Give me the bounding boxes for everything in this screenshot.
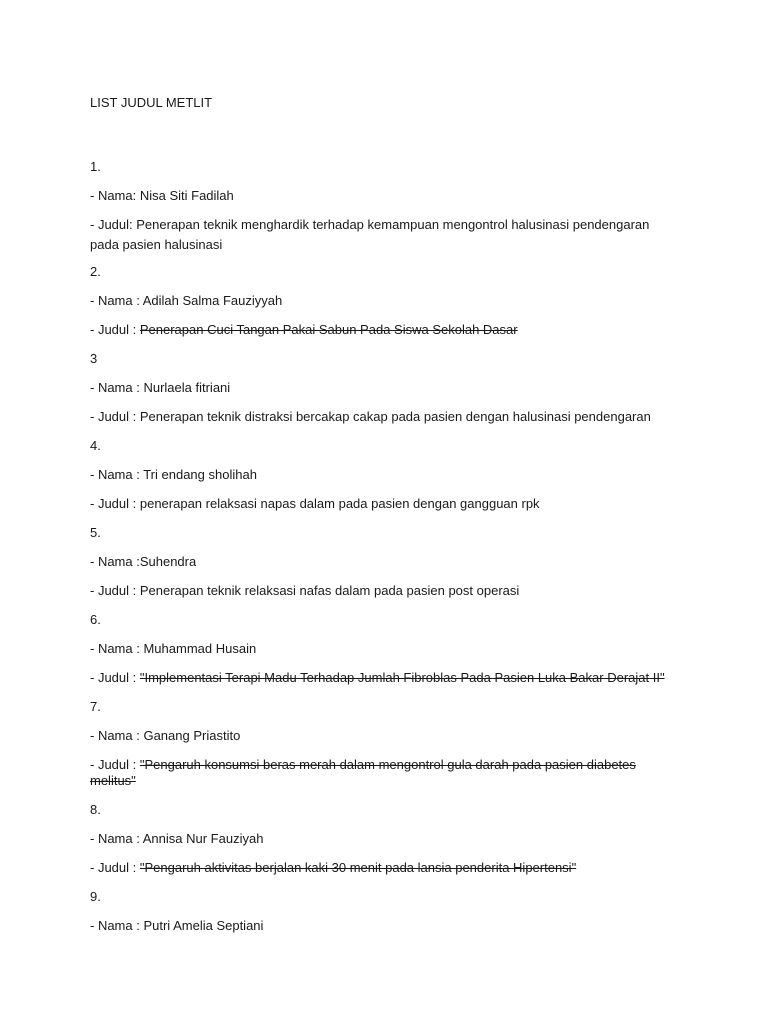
entry-nama — [90, 728, 678, 744]
nama-label: - Nama : — [90, 293, 143, 308]
judul-value: penerapan relaksasi napas dalam pada pasien dengan gangguan rpk — [139, 496, 540, 511]
judul-value: Penerapan Cuci Tangan Pakai Sabun Pada Siswa Sekolah Dasar — [139, 322, 518, 337]
judul-label: - Judul : — [90, 757, 140, 772]
entry-list — [90, 159, 678, 934]
nama-label: - Nama : — [90, 918, 144, 933]
nama-label: - Nama : — [90, 467, 144, 482]
judul-label: - Judul : — [90, 670, 140, 685]
judul-label: - Judul: — [90, 217, 137, 232]
entry-judul — [90, 496, 678, 512]
entry-number: 6. — [90, 612, 101, 627]
entry-number: 3 — [90, 351, 98, 366]
nama-label: - Nama : — [90, 831, 143, 846]
nama-value: Tri endang sholihah — [143, 467, 257, 482]
judul-label: - Judul : — [90, 583, 140, 598]
judul-value: Penerapan teknik distraksi bercakap cakap pada pasien dengan halusinasi pendengaran — [139, 409, 651, 424]
judul-value: Penerapan teknik relaksasi nafas dalam pada pasien post operasi — [139, 583, 520, 598]
nama-value: Putri Amelia Septiani — [143, 918, 264, 933]
judul-label: - Judul : — [90, 409, 140, 424]
entry-nama — [90, 188, 678, 204]
entry-nama — [90, 554, 678, 570]
entry-number: 5. — [90, 525, 101, 540]
judul-value: "Implementasi Terapi Madu Terhadap Jumlah Fibroblas Pada Pasien Luka Bakar Derajat II" — [139, 670, 665, 685]
nama-label: - Nama : — [90, 380, 144, 395]
entry-nama — [90, 380, 678, 396]
nama-label: - Nama : — [90, 641, 144, 656]
nama-label: - Nama : — [90, 728, 144, 743]
entry-judul — [90, 860, 678, 876]
entry-number: 7. — [90, 699, 101, 714]
entry-number: 1. — [90, 159, 101, 174]
nama-value: Nisa Siti Fadilah — [139, 188, 234, 203]
entry-number: 8. — [90, 802, 101, 817]
judul-value: "Pengaruh aktivitas berjalan kaki 30 menit pada lansia penderita Hipertensi" — [139, 860, 577, 875]
nama-value: Suhendra — [139, 554, 197, 569]
nama-label: - Nama : — [90, 554, 140, 569]
entry-judul — [90, 583, 678, 599]
entry-nama — [90, 918, 678, 934]
entry-number: 2. — [90, 264, 101, 279]
entry-nama — [90, 467, 678, 483]
judul-value: "Pengaruh konsumsi beras merah dalam mengontrol gula darah pada pasien diabetes melitus" — [90, 757, 636, 788]
entry-number: 9. — [90, 889, 101, 904]
entry-nama — [90, 641, 678, 657]
entry-judul — [90, 215, 678, 255]
nama-value: Annisa Nur Fauziyah — [142, 831, 264, 846]
document-title: LIST JUDUL METLIT — [90, 95, 213, 110]
entry-judul — [90, 757, 678, 789]
judul-label: - Judul : — [90, 322, 140, 337]
nama-value: Ganang Priastito — [143, 728, 241, 743]
nama-value: Adilah Salma Fauziyyah — [142, 293, 283, 308]
entry-nama — [90, 831, 678, 847]
entry-nama — [90, 293, 678, 309]
nama-value: Nurlaela fitriani — [143, 380, 231, 395]
entry-judul — [90, 670, 678, 686]
nama-label: - Nama: — [90, 188, 140, 203]
entry-number: 4. — [90, 438, 101, 453]
entry-judul — [90, 322, 678, 338]
judul-label: - Judul : — [90, 860, 140, 875]
nama-value: Muhammad Husain — [143, 641, 257, 656]
entry-judul — [90, 409, 678, 425]
judul-label: - Judul : — [90, 496, 140, 511]
judul-value: Penerapan teknik menghardik terhadap kemampuan mengontrol halusinasi pendengaran pada pasien halusinasi — [90, 217, 650, 252]
